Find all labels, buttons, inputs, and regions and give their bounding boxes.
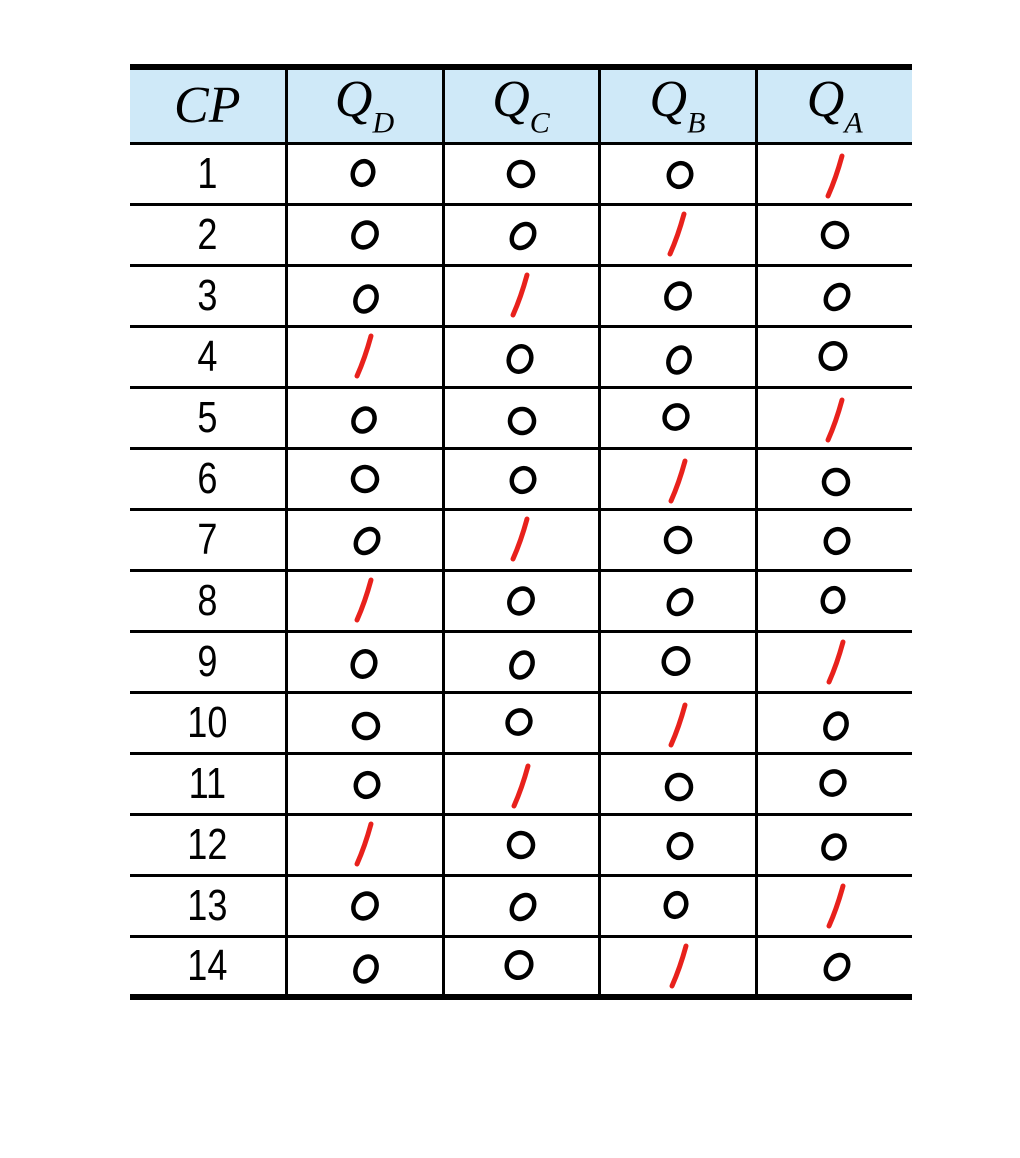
cp-cell: 1 (144, 143, 272, 204)
handwritten-zero-mark (335, 879, 395, 933)
cell-qd (286, 936, 443, 997)
handwritten-zero-mark (491, 635, 551, 689)
cell-qb (599, 143, 756, 204)
handwritten-one-mark (648, 452, 708, 506)
cell-qa (756, 143, 912, 204)
handwritten-zero-mark (335, 452, 395, 506)
header-qd: $Q_D$ (286, 67, 443, 143)
handwritten-one-mark (491, 269, 551, 323)
handwritten-zero-mark (648, 757, 708, 811)
cp-cell: 3 (144, 265, 272, 326)
cp-cell: 8 (144, 570, 272, 631)
handwritten-zero-mark (648, 818, 708, 872)
cell-qd (286, 265, 443, 326)
cp-cell: 6 (144, 448, 272, 509)
table-row (130, 570, 912, 631)
handwritten-one-mark (335, 818, 395, 872)
cell-qd (286, 570, 443, 631)
cell-qc (443, 875, 599, 936)
handwritten-zero-mark (335, 757, 395, 811)
cell-qa (756, 326, 912, 387)
table-row (130, 265, 912, 326)
handwritten-zero-mark (805, 330, 865, 384)
handwritten-zero-mark (805, 452, 865, 506)
cell-qc (443, 204, 599, 265)
cell-qc (443, 509, 599, 570)
table-row (130, 326, 912, 387)
cp-cell: 13 (144, 875, 272, 936)
handwritten-one-mark (805, 391, 865, 445)
handwritten-zero-mark (491, 939, 551, 993)
cp-cell: 2 (144, 204, 272, 265)
handwritten-zero-mark (648, 879, 708, 933)
header-row (130, 67, 912, 143)
table-row (130, 448, 912, 509)
cp-cell: 7 (144, 509, 272, 570)
handwritten-zero-mark (491, 879, 551, 933)
handwritten-zero-mark (648, 635, 708, 689)
cell-qa (756, 692, 912, 753)
cell-qb (599, 875, 756, 936)
handwritten-one-mark (805, 635, 865, 689)
table-body (130, 143, 912, 997)
cell-qd (286, 692, 443, 753)
cell-qa (756, 814, 912, 875)
handwritten-zero-mark (491, 574, 551, 628)
cp-cell: 5 (144, 387, 272, 448)
handwritten-zero-mark (335, 939, 395, 993)
cell-qd (286, 814, 443, 875)
handwritten-one-mark (491, 513, 551, 567)
cell-qa (756, 265, 912, 326)
cell-qd (286, 326, 443, 387)
handwritten-zero-mark (491, 818, 551, 872)
handwritten-one-mark (648, 696, 708, 750)
cell-qc (443, 326, 599, 387)
cell-qc (443, 448, 599, 509)
header-qb: $Q_B$ (599, 67, 756, 143)
handwritten-zero-mark (491, 696, 551, 750)
handwritten-zero-mark (335, 696, 395, 750)
cell-qb (599, 631, 756, 692)
cell-qa (756, 753, 912, 814)
handwritten-zero-mark (805, 208, 865, 262)
handwritten-one-mark (335, 574, 395, 628)
cp-cell: 9 (144, 631, 272, 692)
cell-qc (443, 814, 599, 875)
cell-qb (599, 753, 756, 814)
cell-qc (443, 143, 599, 204)
handwritten-one-mark (491, 757, 551, 811)
table-row (130, 753, 912, 814)
handwritten-zero-mark (648, 330, 708, 384)
cell-qc (443, 631, 599, 692)
cell-qc (443, 570, 599, 631)
cell-qb (599, 570, 756, 631)
handwritten-zero-mark (491, 208, 551, 262)
handwritten-one-mark (805, 879, 865, 933)
cell-qa (756, 936, 912, 997)
cp-cell: 4 (144, 326, 272, 387)
cell-qb (599, 692, 756, 753)
table-row (130, 143, 912, 204)
cell-qa (756, 509, 912, 570)
handwritten-zero-mark (805, 269, 865, 323)
handwritten-one-mark (805, 147, 865, 201)
handwritten-zero-mark (805, 818, 865, 872)
header-qa: $Q_A$ (756, 67, 912, 143)
handwritten-zero-mark (491, 452, 551, 506)
cell-qc (443, 936, 599, 997)
cell-qb (599, 204, 756, 265)
handwritten-zero-mark (805, 574, 865, 628)
cell-qa (756, 570, 912, 631)
handwritten-one-mark (648, 939, 708, 993)
handwritten-one-mark (648, 208, 708, 262)
cp-cell: 10 (144, 692, 272, 753)
handwritten-zero-mark (335, 147, 395, 201)
cp-cell: 12 (144, 814, 272, 875)
handwritten-zero-mark (805, 696, 865, 750)
handwritten-zero-mark (335, 269, 395, 323)
cell-qd (286, 509, 443, 570)
handwritten-zero-mark (335, 391, 395, 445)
cell-qc (443, 387, 599, 448)
table-row (130, 875, 912, 936)
table-row (130, 509, 912, 570)
handwritten-zero-mark (648, 269, 708, 323)
handwritten-one-mark (335, 330, 395, 384)
handwritten-zero-mark (648, 391, 708, 445)
cell-qb (599, 814, 756, 875)
table-row (130, 692, 912, 753)
handwritten-zero-mark (335, 635, 395, 689)
cell-qd (286, 753, 443, 814)
cell-qd (286, 631, 443, 692)
cell-qb (599, 326, 756, 387)
header-cp: CP (130, 67, 286, 143)
cell-qa (756, 631, 912, 692)
cell-qc (443, 753, 599, 814)
cell-qb (599, 448, 756, 509)
cell-qd (286, 387, 443, 448)
cell-qa (756, 875, 912, 936)
cell-qb (599, 509, 756, 570)
cell-qa (756, 204, 912, 265)
cell-qc (443, 265, 599, 326)
cell-qb (599, 265, 756, 326)
cell-qd (286, 875, 443, 936)
handwritten-zero-mark (648, 574, 708, 628)
cell-qb (599, 387, 756, 448)
cell-qa (756, 448, 912, 509)
handwritten-zero-mark (491, 147, 551, 201)
table-row (130, 631, 912, 692)
cp-cell: 14 (144, 936, 272, 997)
handwritten-zero-mark (335, 513, 395, 567)
handwritten-zero-mark (805, 513, 865, 567)
cell-qc (443, 692, 599, 753)
handwritten-zero-mark (491, 330, 551, 384)
table-row (130, 387, 912, 448)
handwritten-zero-mark (335, 208, 395, 262)
handwritten-zero-mark (648, 513, 708, 567)
handwritten-zero-mark (648, 147, 708, 201)
state-table (130, 64, 912, 1000)
cell-qd (286, 204, 443, 265)
cell-qb (599, 936, 756, 997)
handwritten-zero-mark (491, 391, 551, 445)
table-row (130, 936, 912, 997)
header-qc: $Q_C$ (443, 67, 599, 143)
table-row (130, 204, 912, 265)
cell-qd (286, 448, 443, 509)
handwritten-zero-mark (805, 939, 865, 993)
table-row (130, 814, 912, 875)
handwritten-zero-mark (805, 757, 865, 811)
cell-qa (756, 387, 912, 448)
cp-cell: 11 (144, 753, 272, 814)
cell-qd (286, 143, 443, 204)
